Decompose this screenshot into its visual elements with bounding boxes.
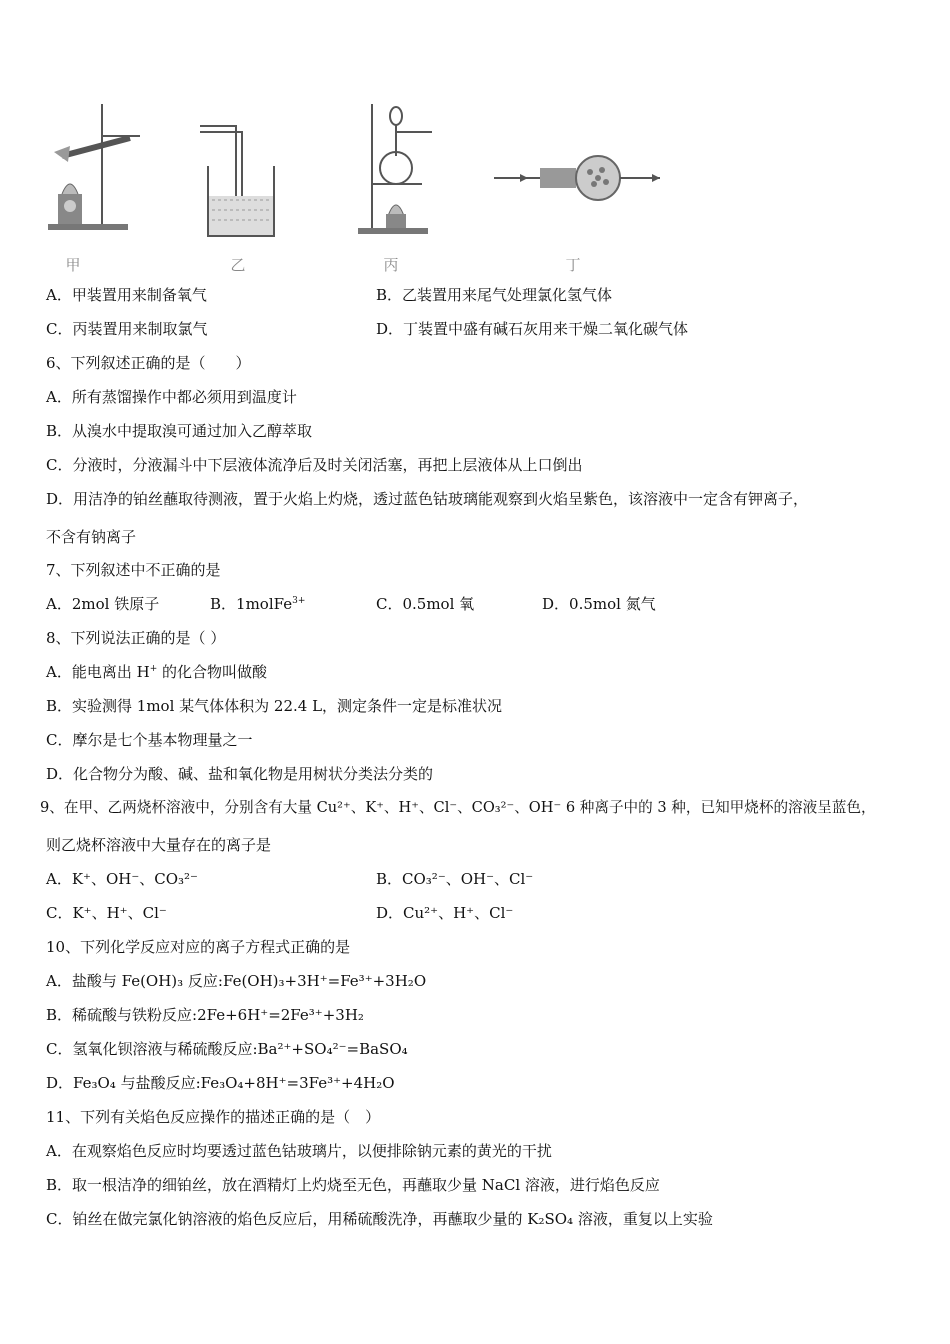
q5-option-a: A．甲装置用来制备氧气 (46, 286, 207, 304)
apparatus-bing-image (352, 96, 462, 246)
figure-label-ding: 丁 (565, 256, 581, 274)
figure-label-jia: 甲 (65, 256, 81, 274)
apparatus-yi-image (190, 96, 300, 246)
q8-stem: 8、下列说法正确的是（ ） (46, 629, 226, 647)
q10-stem: 10、下列化学反应对应的离子方程式正确的是 (46, 938, 351, 956)
q5-option-b: B．乙装置用来尾气处理氯化氢气体 (376, 286, 613, 304)
figure-label-yi: 乙 (230, 256, 246, 274)
q9-stem: 9、在甲、乙两烧杯溶液中，分别含有大量 Cu²⁺、K⁺、H⁺、Cl⁻、CO₃²⁻、OH⁻ 6 种离子中的 3 种，已知甲烧杯的溶液呈蓝色， (40, 799, 876, 816)
q7-option-d: D．0.5mol 氮气 (542, 595, 656, 613)
q6-option-d: D．用洁净的铂丝蘸取待测液，置于火焰上灼烧，透过蓝色钴玻璃能观察到火焰呈紫色，该溶液中一定含有钾离子， (46, 490, 809, 508)
q10-option-a: A．盐酸与 Fe(OH)₃ 反应:Fe(OH)₃+3H⁺=Fe³⁺+3H₂O (46, 972, 427, 990)
q8-option-c: C．摩尔是七个基本物理量之一 (46, 731, 253, 749)
q7-option-a: A．2mol 铁原子 (46, 595, 160, 613)
q6-option-d-cont: 不含有钠离子 (46, 528, 137, 546)
q6-stem: 6、下列叙述正确的是（ ） (46, 354, 251, 372)
q7-option-b (210, 594, 305, 614)
q11-option-c: C．铂丝在做完氯化钠溶液的焰色反应后，用稀硫酸洗净，再蘸取少量的 K₂SO₄ 溶液，重复以上实验 (46, 1210, 713, 1228)
q7-option-b-text: B．1molFe (210, 595, 293, 613)
q8-option-a-charge: + (149, 664, 158, 674)
q11-option-a: A．在观察焰色反应时均要透过蓝色钴玻璃片，以便排除钠元素的黄光的干扰 (46, 1142, 552, 1160)
q6-option-c: C．分液时，分液漏斗中下层液体流净后及时关闭活塞，再把上层液体从上口倒出 (46, 456, 583, 474)
q9-option-a: A．K⁺、OH⁻、CO₃²⁻ (46, 870, 198, 888)
q8-option-a (46, 662, 267, 682)
q11-option-b: B．取一根洁净的细铂丝，放在酒精灯上灼烧至无色，再蘸取少量 NaCl 溶液，进行焰色反应 (46, 1176, 660, 1194)
q8-option-d: D．化合物分为酸、碱、盐和氧化物是用树状分类法分类的 (46, 765, 434, 783)
q7-option-b-charge: 3+ (292, 596, 306, 606)
q9-option-d: D．Cu²⁺、H⁺、Cl⁻ (376, 904, 514, 922)
q6-option-b: B．从溴水中提取溴可通过加入乙醇萃取 (46, 422, 313, 440)
q7-stem: 7、下列叙述中不正确的是 (46, 561, 221, 579)
q9-option-b: B．CO₃²⁻、OH⁻、Cl⁻ (376, 870, 534, 888)
q9-stem-cont: 则乙烧杯溶液中大量存在的离子是 (46, 836, 272, 854)
q10-option-c: C．氢氧化钡溶液与稀硫酸反应:Ba²⁺+SO₄²⁻=BaSO₄ (46, 1040, 408, 1058)
apparatus-figures (40, 96, 680, 276)
q11-stem: 11、下列有关焰色反应操作的描述正确的是（ ） (46, 1108, 381, 1126)
figure-label-bing: 丙 (383, 256, 399, 274)
apparatus-ding-image (490, 96, 670, 246)
q5-option-d: D．丁装置中盛有碱石灰用来干燥二氧化碳气体 (376, 320, 689, 338)
q8-option-b: B．实验测得 1mol 某气体体积为 22.4 L，测定条件一定是标准状况 (46, 697, 503, 715)
q5-option-c: C．丙装置用来制取氯气 (46, 320, 208, 338)
q6-option-a: A．所有蒸馏操作中都必须用到温度计 (46, 388, 297, 406)
q7-option-c: C．0.5mol 氧 (376, 595, 475, 613)
q10-option-d: D．Fe₃O₄ 与盐酸反应:Fe₃O₄+8H⁺=3Fe³⁺+4H₂O (46, 1074, 395, 1092)
q9-option-c: C．K⁺、H⁺、Cl⁻ (46, 904, 167, 922)
apparatus-jia-image (40, 96, 150, 246)
q8-option-a-text: A．能电离出 H (46, 663, 150, 681)
q10-option-b: B．稀硫酸与铁粉反应:2Fe+6H⁺=2Fe³⁺+3H₂ (46, 1006, 364, 1024)
q8-option-a-text-end: 的化合物叫做酸 (157, 663, 268, 681)
